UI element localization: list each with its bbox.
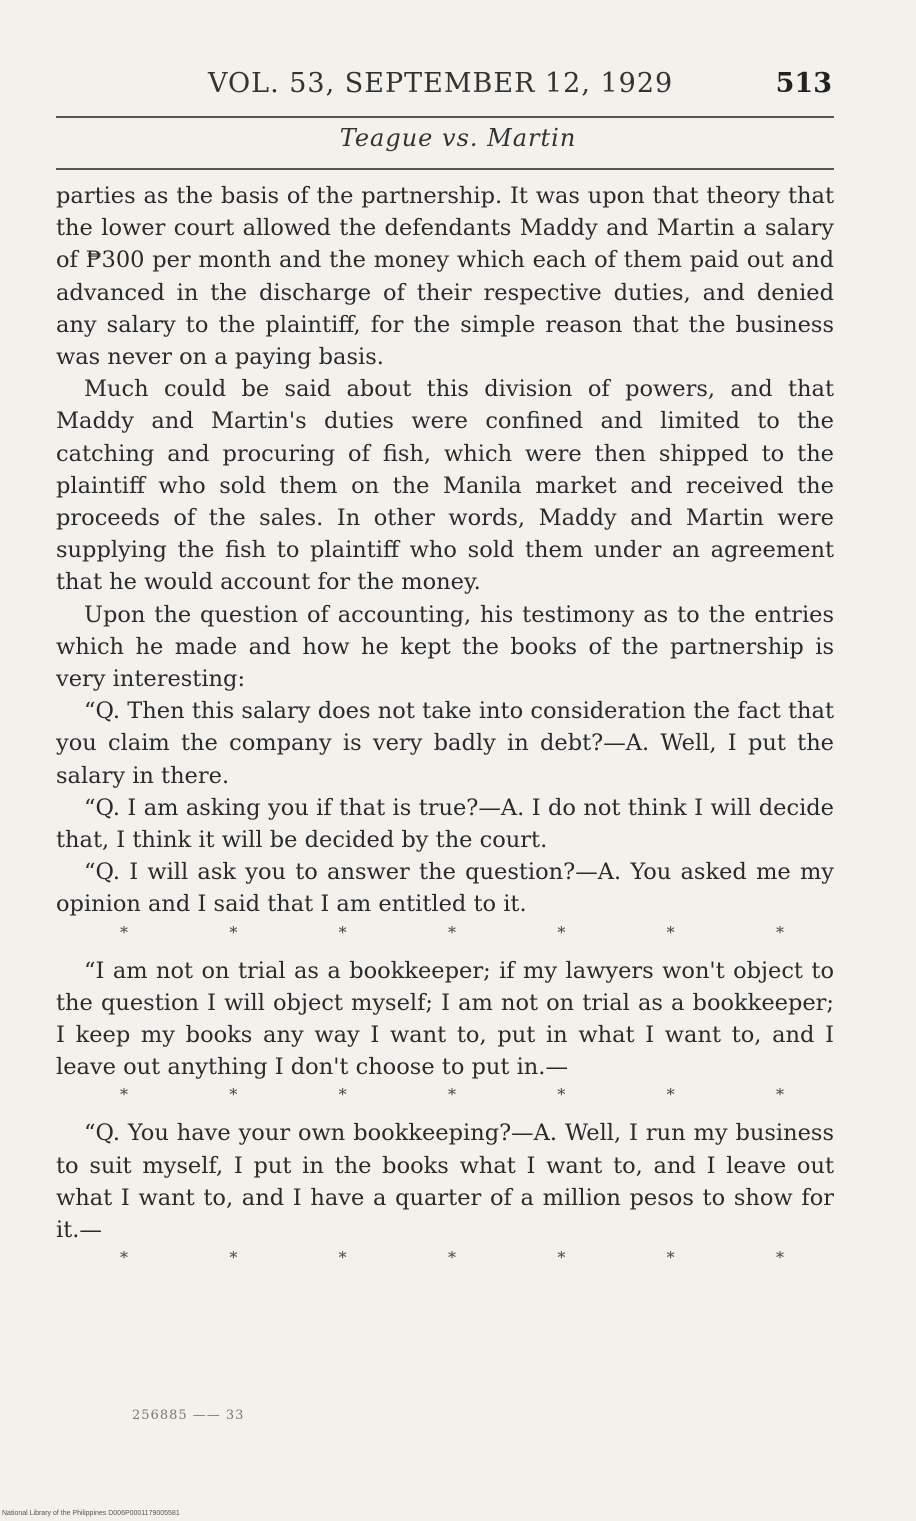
star: * bbox=[775, 1085, 784, 1105]
star: * bbox=[338, 1085, 347, 1105]
star: * bbox=[447, 1248, 456, 1268]
case-title: Teague vs. Martin bbox=[339, 124, 577, 152]
star: * bbox=[557, 1248, 566, 1268]
paragraph: Upon the question of accounting, his testimony as to the entries which he made and how he kept the books of the partnership is very interesting: bbox=[56, 601, 834, 693]
star: * bbox=[120, 1085, 128, 1105]
paragraph: parties as the basis of the partnership. It was upon that theory that the lower court allowed the defendants Maddy and Martin a salary of ₱300 per month and the money which each of them paid out and advanced in the discharge of their respective duties, and denied any salary to the plaintiff, for the simple reason that the business was never on a paying basis. bbox=[56, 183, 834, 371]
star: * bbox=[229, 922, 238, 942]
library-watermark: National Library of the Philippines D006P0001179005581 bbox=[2, 1510, 180, 1517]
star: * bbox=[775, 1248, 784, 1268]
volume-line: VOL. 53, SEPTEMBER 12, 1929 bbox=[208, 68, 674, 99]
star: * bbox=[666, 922, 675, 942]
body-text bbox=[56, 180, 834, 1280]
paragraph: “I am not on trial as a bookkeeper; if my lawyers won't object to the question I will object myself; I am not on trial as a bookkeeper; I keep my books any way I want to, put in what I want to, and I leave out anything I don't choose to put in.— bbox=[56, 957, 834, 1081]
star: * bbox=[338, 922, 347, 942]
star: * bbox=[120, 1248, 128, 1268]
star: * bbox=[120, 922, 128, 942]
paragraph: “Q. You have your own bookkeeping?—A. Well, I run my business to suit myself, I put in the books what I want to, and I leave out what I want to, and I have a quarter of a million pesos to show for it.— bbox=[56, 1120, 834, 1244]
star: * bbox=[447, 1085, 456, 1105]
star: * bbox=[229, 1085, 238, 1105]
paragraph: “Q. Then this salary does not take into consideration the fact that you claim the company is very badly in debt?—A. Well, I put the salary in there. bbox=[56, 698, 834, 789]
page-number: 513 bbox=[775, 68, 832, 99]
ellipsis-stars bbox=[56, 921, 834, 945]
signature-code: 256885 —— 33 bbox=[132, 1408, 245, 1423]
paragraph: Much could be said about this division of powers, and that Maddy and Martin's duties were confined and limited to the catching and procuring of fish, which were then shipped to the plaintiff who sold them on the Manila market and received the proceeds of the sales. In other words, Maddy and Martin were supplying the fish to plaintiff who sold them under an agreement that he would account for the money. bbox=[56, 376, 834, 596]
star: * bbox=[338, 1248, 347, 1268]
star: * bbox=[775, 922, 784, 942]
paragraph: “Q. I am asking you if that is true?—A. I do not think I will decide that, I think it will be decided by the court. bbox=[56, 794, 834, 854]
header-rule bbox=[56, 116, 834, 118]
star: * bbox=[229, 1248, 238, 1268]
star: * bbox=[557, 1085, 566, 1105]
paragraph: “Q. I will ask you to answer the question?—A. You asked me my opinion and I said that I am entitled to it. bbox=[56, 859, 834, 918]
star: * bbox=[666, 1085, 675, 1105]
ellipsis-stars bbox=[56, 1083, 834, 1107]
title-rule bbox=[56, 168, 834, 170]
star: * bbox=[666, 1248, 675, 1268]
star: * bbox=[447, 922, 456, 942]
ellipsis-stars bbox=[56, 1246, 834, 1270]
star: * bbox=[557, 922, 566, 942]
running-head bbox=[60, 68, 832, 108]
